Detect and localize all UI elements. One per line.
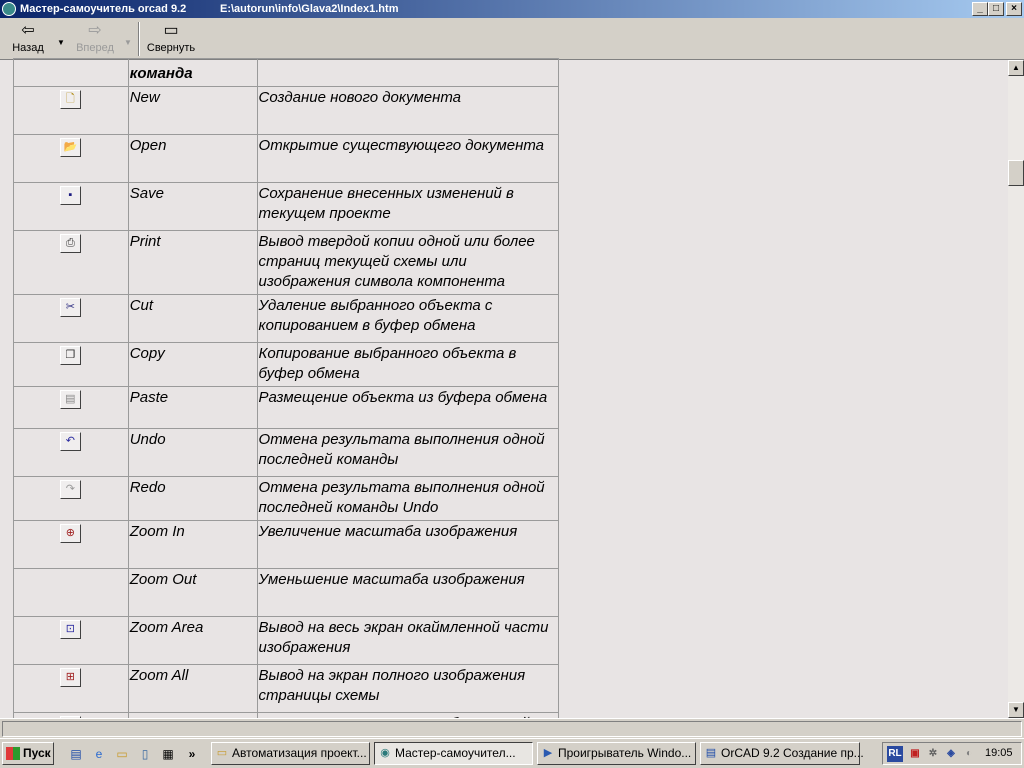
description-cell: Создание нового документа — [257, 87, 558, 135]
antivirus-shield-icon[interactable]: ◈ — [947, 748, 955, 759]
new-document-icon: 🗋 — [60, 90, 81, 109]
back-label: Назад — [12, 42, 44, 54]
icon-cell — [14, 387, 129, 429]
command-cell: Zoom All — [128, 665, 257, 713]
quicklaunch-ie-icon[interactable]: e — [95, 747, 103, 761]
close-button[interactable]: × — [1006, 2, 1022, 16]
table-row — [14, 521, 559, 569]
task-label: Автоматизация проект... — [232, 746, 367, 760]
description-cell: Отмена результата выполнения одной последней команды — [257, 429, 558, 477]
icon-cell — [14, 343, 129, 387]
icon-cell — [14, 429, 129, 477]
description-cell: Уменьшение масштаба изображения — [257, 569, 558, 617]
system-tray — [882, 742, 1022, 765]
status-panel — [2, 721, 1022, 737]
description-cell: Вывод на экран полного изображения страницы схемы — [257, 665, 558, 713]
toolbar-separator — [138, 22, 140, 56]
task-button-media-player[interactable] — [537, 742, 696, 765]
media-player-icon: ▶ — [543, 747, 553, 759]
windows-flag-icon — [6, 747, 20, 760]
icon-cell — [14, 569, 129, 617]
paste-icon: ▤ — [60, 390, 81, 409]
commands-table — [13, 58, 559, 761]
quicklaunch-desktop-icon[interactable]: ▦ — [162, 747, 174, 761]
description-cell: Вывод твердой копии одной или более страниц текущей схемы или изображения символа компонента — [257, 231, 558, 295]
network-icon[interactable]: ▣ — [910, 748, 920, 759]
command-cell: Zoom In — [128, 521, 257, 569]
scroll-down-icon[interactable]: ▼ — [1008, 702, 1024, 718]
task-button-automation[interactable] — [211, 742, 370, 765]
table-row — [14, 231, 559, 295]
folder-icon: ▭ — [216, 747, 228, 759]
icon-cell — [14, 183, 129, 231]
description-cell: Размещение объекта из буфера обмена — [257, 387, 558, 429]
table-row — [14, 569, 559, 617]
copy-icon: ❐ — [60, 346, 81, 365]
command-cell: Paste — [128, 387, 257, 429]
clock: 19:05 — [985, 747, 1013, 759]
maximize-button[interactable]: □ — [988, 2, 1004, 16]
task-label: OrCAD 9.2 Создание пр... — [721, 746, 864, 760]
zoom-all-icon: ⊞ — [60, 668, 81, 687]
command-cell: Cut — [128, 295, 257, 343]
forward-button[interactable] — [72, 20, 118, 58]
window-title: Мастер-самоучитель orcad 9.2 — [20, 3, 187, 15]
icon-cell — [14, 87, 129, 135]
command-cell: Redo — [128, 477, 257, 521]
table-row — [14, 183, 559, 231]
vertical-scrollbar[interactable] — [1008, 60, 1024, 718]
document-pane — [0, 60, 1008, 718]
help-icon: ◉ — [380, 747, 390, 759]
quicklaunch-app-icon[interactable]: ▯ — [141, 747, 149, 761]
description-cell: Отмена результата выполнения одной последней команды Undo — [257, 477, 558, 521]
zoom-area-icon: ⊡ — [60, 620, 81, 639]
back-button[interactable] — [8, 20, 48, 58]
settings-tray-icon[interactable]: ✲ — [928, 748, 938, 759]
taskbar — [0, 738, 1024, 768]
table-row — [14, 87, 559, 135]
table-row — [14, 617, 559, 665]
task-button-tutorial[interactable] — [374, 742, 533, 765]
back-dropdown-icon[interactable]: ▼ — [57, 38, 65, 47]
icon-cell — [14, 521, 129, 569]
scroll-thumb[interactable] — [1008, 160, 1024, 186]
header-cell-desc — [257, 59, 558, 87]
help-app-icon — [2, 2, 16, 16]
zoom-in-icon: ⊕ — [60, 524, 81, 543]
quicklaunch-word-icon[interactable]: ▤ — [70, 747, 82, 761]
table-row — [14, 343, 559, 387]
title-bar — [0, 0, 1024, 18]
description-cell: Копирование выбранного объекта в буфер обмена — [257, 343, 558, 387]
start-button[interactable] — [2, 742, 54, 765]
icon-cell — [14, 617, 129, 665]
table-header-row — [14, 59, 559, 87]
forward-arrow-icon: ⇨ — [88, 22, 102, 39]
start-label: Пуск — [23, 746, 51, 760]
icon-cell — [14, 665, 129, 713]
table-row — [14, 295, 559, 343]
icon-cell — [14, 231, 129, 295]
icon-cell — [14, 295, 129, 343]
description-cell: Сохранение внесенных изменений в текущем проекте — [257, 183, 558, 231]
minimize-button[interactable]: _ — [972, 2, 988, 16]
icon-cell — [14, 477, 129, 521]
description-cell: Увеличение масштаба изображения — [257, 521, 558, 569]
volume-icon[interactable]: ◐ — [965, 748, 973, 759]
table-row — [14, 665, 559, 713]
command-cell: New — [128, 87, 257, 135]
back-arrow-icon: ⇦ — [21, 22, 35, 39]
redo-icon: ↷ — [60, 480, 81, 499]
save-disk-icon: ▪ — [60, 186, 81, 205]
forward-dropdown-icon[interactable]: ▼ — [124, 38, 132, 47]
command-cell: Copy — [128, 343, 257, 387]
scroll-up-icon[interactable]: ▲ — [1008, 60, 1024, 76]
task-label: Проигрыватель Windo... — [558, 746, 692, 760]
toolbar — [0, 18, 1024, 60]
command-cell: Open — [128, 135, 257, 183]
collapse-label: Свернуть — [146, 42, 196, 54]
scissors-icon: ✂ — [60, 298, 81, 317]
table-row — [14, 135, 559, 183]
collapse-button[interactable] — [144, 20, 198, 58]
table-row — [14, 477, 559, 521]
open-folder-icon: 📂 — [60, 138, 81, 157]
forward-label: Вперед — [76, 42, 114, 54]
header-cell-command: команда — [128, 59, 257, 87]
description-cell: Открытие существующего документа — [257, 135, 558, 183]
quicklaunch-folder-icon[interactable]: ▭ — [116, 747, 128, 761]
task-label: Мастер-самоучител... — [395, 746, 516, 760]
table-row — [14, 387, 559, 429]
table-row — [14, 429, 559, 477]
printer-icon: ⎙ — [60, 234, 81, 253]
description-cell: Вывод на весь экран окаймленной части изображения — [257, 617, 558, 665]
collapse-pane-icon: ▭ — [163, 22, 179, 39]
command-cell: Undo — [128, 429, 257, 477]
command-cell: Zoom Out — [128, 569, 257, 617]
command-cell: Zoom Area — [128, 617, 257, 665]
quicklaunch-more-icon[interactable]: » — [188, 747, 196, 761]
header-cell-icon — [14, 59, 129, 87]
undo-icon: ↶ — [60, 432, 81, 451]
task-button-orcad-doc[interactable] — [700, 742, 864, 765]
window-path: E:\autorun\info\Glava2\Index1.htm — [220, 3, 399, 15]
command-cell: Save — [128, 183, 257, 231]
language-indicator[interactable]: RL — [887, 746, 903, 762]
word-document-icon: ▤ — [705, 747, 717, 759]
description-cell: Удаление выбранного объекта с копированием в буфер обмена — [257, 295, 558, 343]
command-cell: Print — [128, 231, 257, 295]
icon-cell — [14, 135, 129, 183]
status-bar — [0, 718, 1024, 738]
